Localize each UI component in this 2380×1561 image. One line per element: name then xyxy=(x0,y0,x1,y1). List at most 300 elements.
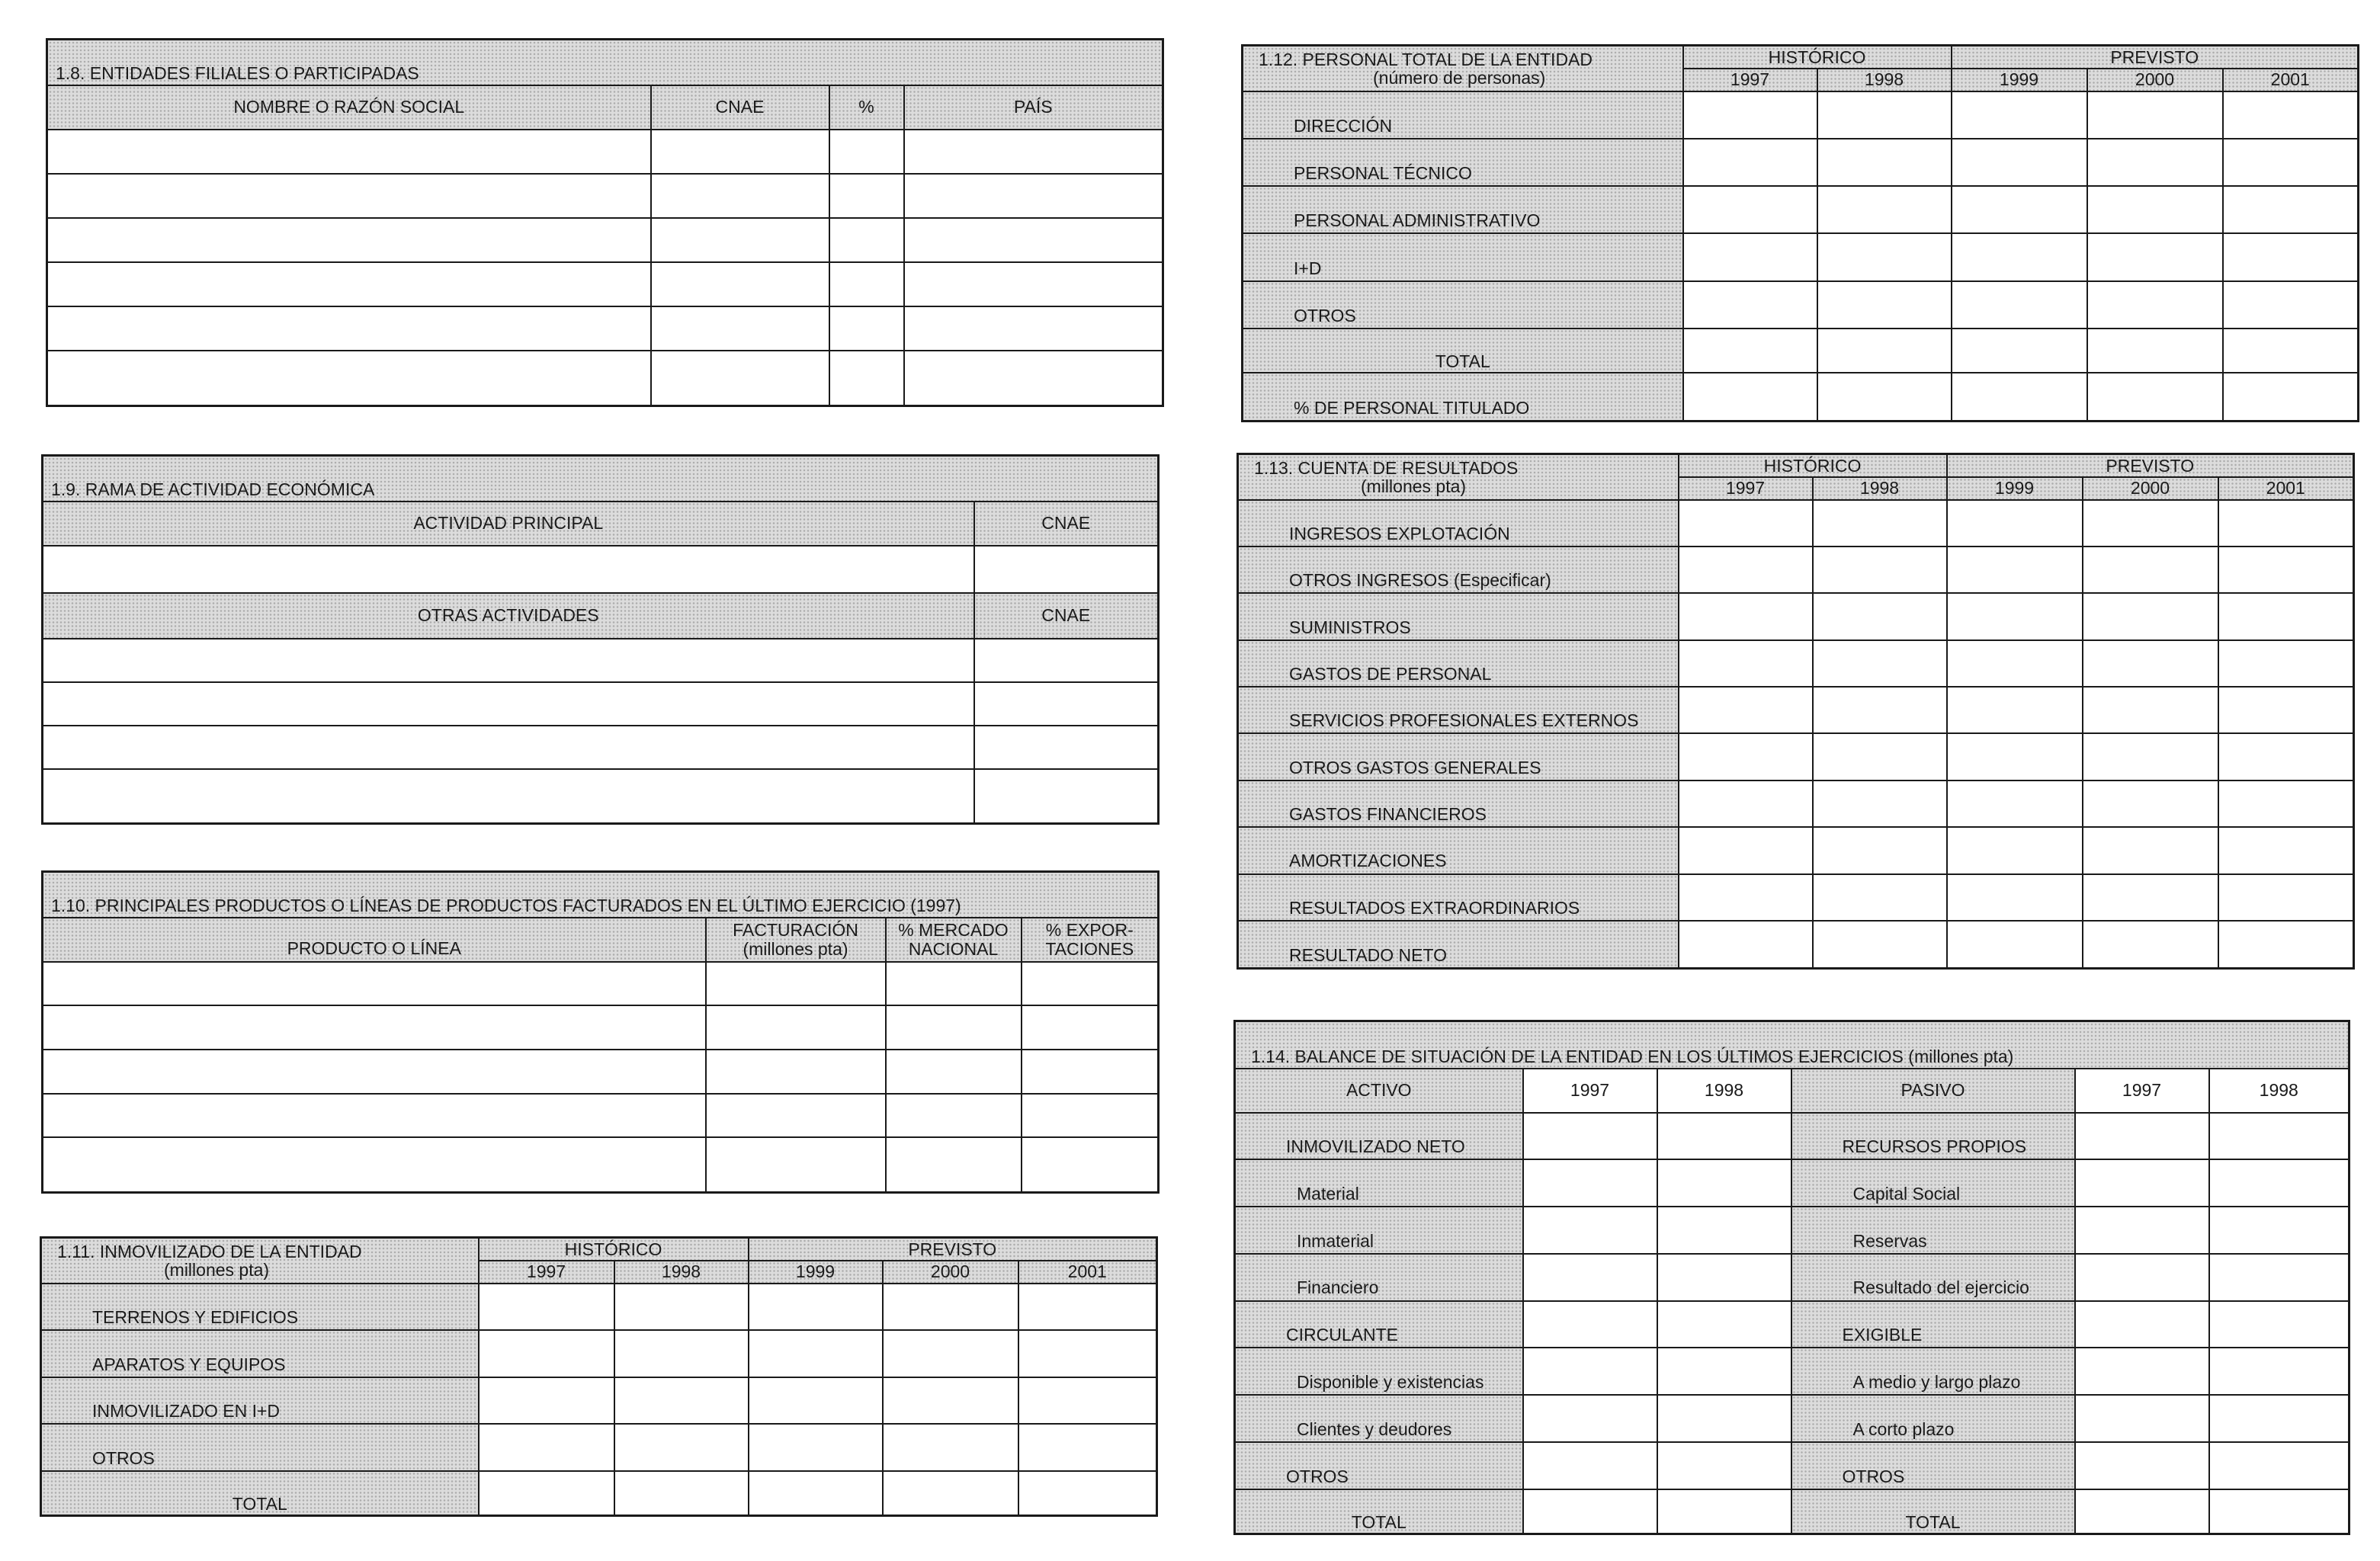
input-cell[interactable] xyxy=(1813,874,1947,921)
table-row xyxy=(47,262,1163,306)
input-cell[interactable] xyxy=(1817,139,1952,186)
row-label: I+D xyxy=(1243,233,1683,280)
input-cell[interactable] xyxy=(1952,186,2087,233)
input-cell[interactable] xyxy=(1952,233,2087,280)
input-cell[interactable] xyxy=(883,1284,1018,1331)
input-cell[interactable] xyxy=(749,1284,883,1331)
input-cell[interactable] xyxy=(883,1424,1018,1471)
input-cell[interactable] xyxy=(651,174,829,218)
input-cell[interactable] xyxy=(2223,281,2359,329)
input-cell[interactable] xyxy=(2087,233,2223,280)
input-cell[interactable] xyxy=(1022,1137,1159,1192)
input-cell[interactable] xyxy=(2218,874,2354,921)
col-header-mercado: % MERCADO NACIONAL xyxy=(886,918,1022,962)
section-1-13-cuenta-resultados xyxy=(1237,453,2353,970)
input-cell[interactable] xyxy=(47,262,651,306)
table-row xyxy=(43,546,1159,593)
input-cell[interactable] xyxy=(43,726,974,769)
section-title: 1.14. BALANCE DE SITUACIÓN DE LA ENTIDAD EN LOS ÚLTIMOS EJERCICIOS (millones pta) xyxy=(1235,1021,2350,1069)
input-cell[interactable] xyxy=(1523,1159,1657,1207)
table-1-11 xyxy=(40,1236,1158,1517)
col-header-cnae: CNAE xyxy=(974,593,1159,639)
input-cell[interactable] xyxy=(1683,233,1817,280)
input-cell[interactable] xyxy=(2223,373,2359,421)
input-cell[interactable] xyxy=(2075,1489,2209,1534)
pasivo-label: RECURSOS PROPIOS xyxy=(1791,1113,2075,1160)
section-title-cell xyxy=(1243,46,1683,91)
input-cell[interactable] xyxy=(1679,874,1813,921)
group-historico: HISTÓRICO xyxy=(1683,46,1952,69)
input-cell[interactable] xyxy=(2209,1301,2350,1348)
input-cell[interactable] xyxy=(749,1330,883,1377)
input-cell[interactable] xyxy=(1813,640,1947,687)
input-cell[interactable] xyxy=(1817,233,1952,280)
input-cell[interactable] xyxy=(651,351,829,406)
table-row xyxy=(43,1005,1159,1050)
input-cell[interactable] xyxy=(904,174,1163,218)
year-1998: 1998 xyxy=(1817,69,1952,91)
input-cell[interactable] xyxy=(829,351,904,406)
table-row-total xyxy=(1235,1489,2350,1534)
activo-label: OTROS xyxy=(1235,1442,1523,1489)
input-cell[interactable] xyxy=(2209,1395,2350,1442)
input-cell[interactable] xyxy=(1679,547,1813,593)
input-cell[interactable] xyxy=(2218,593,2354,639)
table-row xyxy=(1238,687,2354,733)
input-cell[interactable] xyxy=(43,1005,706,1050)
input-cell[interactable] xyxy=(1018,1471,1157,1516)
input-cell[interactable] xyxy=(829,218,904,262)
row-label: OTROS xyxy=(41,1424,479,1471)
input-cell[interactable] xyxy=(1817,186,1952,233)
col-header-exportaciones: % EXPOR- TACIONES xyxy=(1022,918,1159,962)
input-cell[interactable] xyxy=(904,351,1163,406)
input-cell[interactable] xyxy=(1817,91,1952,139)
input-cell[interactable] xyxy=(829,262,904,306)
table-row xyxy=(1238,593,2354,639)
table-row xyxy=(43,682,1159,726)
input-cell[interactable] xyxy=(1952,281,2087,329)
input-cell[interactable] xyxy=(1679,687,1813,733)
input-cell[interactable] xyxy=(1952,139,2087,186)
input-cell[interactable] xyxy=(1813,593,1947,639)
input-cell[interactable] xyxy=(1817,373,1952,421)
input-cell[interactable] xyxy=(47,351,651,406)
input-cell[interactable] xyxy=(1657,1254,1791,1301)
input-cell[interactable] xyxy=(883,1330,1018,1377)
input-cell[interactable] xyxy=(43,962,706,1006)
input-cell[interactable] xyxy=(2209,1489,2350,1534)
input-cell[interactable] xyxy=(2218,687,2354,733)
input-cell[interactable] xyxy=(1022,1050,1159,1094)
col-header-cnae: CNAE xyxy=(651,85,829,130)
input-cell[interactable] xyxy=(829,174,904,218)
input-cell[interactable] xyxy=(1018,1377,1157,1425)
row-label-pct-titulado: % DE PERSONAL TITULADO xyxy=(1243,373,1683,421)
section-1-10-productos xyxy=(41,870,1157,1194)
input-cell[interactable] xyxy=(974,546,1159,593)
input-cell[interactable] xyxy=(2075,1301,2209,1348)
table-row xyxy=(47,130,1163,174)
section-title: 1.13. CUENTA DE RESULTADOS xyxy=(1254,457,1519,478)
input-cell[interactable] xyxy=(47,174,651,218)
row-label: PERSONAL ADMINISTRATIVO xyxy=(1243,186,1683,233)
table-row xyxy=(43,1137,1159,1192)
input-cell[interactable] xyxy=(1947,921,2083,968)
input-cell[interactable] xyxy=(2075,1113,2209,1160)
pasivo-label: A medio y largo plazo xyxy=(1791,1348,2075,1395)
input-cell[interactable] xyxy=(1657,1348,1791,1395)
input-cell[interactable] xyxy=(1523,1301,1657,1348)
input-cell[interactable] xyxy=(749,1424,883,1471)
input-cell[interactable] xyxy=(1813,500,1947,547)
input-cell[interactable] xyxy=(43,639,974,682)
col-header-nombre: NOMBRE O RAZÓN SOCIAL xyxy=(47,85,651,130)
input-cell[interactable] xyxy=(2087,91,2223,139)
section-title: 1.8. ENTIDADES FILIALES O PARTICIPADAS xyxy=(47,40,1163,85)
input-cell[interactable] xyxy=(883,1471,1018,1516)
input-cell[interactable] xyxy=(886,1050,1022,1094)
activo-label: Financiero xyxy=(1235,1254,1523,1301)
table-row xyxy=(43,769,1159,823)
input-cell[interactable] xyxy=(886,1137,1022,1192)
row-label: TERRENOS Y EDIFICIOS xyxy=(41,1284,479,1331)
input-cell[interactable] xyxy=(1952,91,2087,139)
input-cell[interactable] xyxy=(1947,640,2083,687)
table-row xyxy=(43,1094,1159,1138)
input-cell[interactable] xyxy=(974,682,1159,726)
input-cell[interactable] xyxy=(2218,921,2354,968)
input-cell[interactable] xyxy=(2223,329,2359,373)
input-cell[interactable] xyxy=(1523,1348,1657,1395)
year-1998: 1998 xyxy=(1813,477,1947,500)
input-cell[interactable] xyxy=(706,962,886,1006)
col-header-actividad-principal: ACTIVIDAD PRINCIPAL xyxy=(43,502,974,546)
section-subtitle: (número de personas) xyxy=(1373,67,1546,88)
input-cell[interactable] xyxy=(2083,687,2218,733)
input-cell[interactable] xyxy=(1018,1330,1157,1377)
input-cell[interactable] xyxy=(2087,281,2223,329)
year-2000: 2000 xyxy=(2087,69,2223,91)
section-1-14-balance xyxy=(1233,1020,2348,1535)
table-row xyxy=(1238,547,2354,593)
table-row xyxy=(1243,186,2359,233)
row-label: GASTOS DE PERSONAL xyxy=(1238,640,1679,687)
input-cell[interactable] xyxy=(1018,1284,1157,1331)
table-row xyxy=(1238,733,2354,780)
input-cell[interactable] xyxy=(651,306,829,351)
input-cell[interactable] xyxy=(1523,1442,1657,1489)
input-cell[interactable] xyxy=(1947,687,2083,733)
input-cell[interactable] xyxy=(47,218,651,262)
table-row xyxy=(1235,1113,2350,1160)
input-cell[interactable] xyxy=(614,1330,749,1377)
activo-total-label: TOTAL xyxy=(1235,1489,1523,1534)
table-row-total xyxy=(41,1471,1157,1516)
table-row xyxy=(47,174,1163,218)
input-cell[interactable] xyxy=(47,130,651,174)
input-cell[interactable] xyxy=(904,218,1163,262)
table-row xyxy=(41,1377,1157,1425)
input-cell[interactable] xyxy=(479,1330,614,1377)
table-row xyxy=(1238,874,2354,921)
input-cell[interactable] xyxy=(2083,547,2218,593)
row-label: DIRECCIÓN xyxy=(1243,91,1683,139)
input-cell[interactable] xyxy=(1679,733,1813,780)
input-cell[interactable] xyxy=(2087,373,2223,421)
input-cell[interactable] xyxy=(1523,1113,1657,1160)
input-cell[interactable] xyxy=(1813,827,1947,873)
input-cell[interactable] xyxy=(2218,500,2354,547)
input-cell[interactable] xyxy=(829,306,904,351)
input-cell[interactable] xyxy=(2075,1254,2209,1301)
table-1-8 xyxy=(46,38,1164,407)
input-cell[interactable] xyxy=(1657,1489,1791,1534)
row-label: OTROS GASTOS GENERALES xyxy=(1238,733,1679,780)
input-cell[interactable] xyxy=(1679,827,1813,873)
input-cell[interactable] xyxy=(47,306,651,351)
input-cell[interactable] xyxy=(2223,186,2359,233)
input-cell[interactable] xyxy=(1813,780,1947,827)
input-cell[interactable] xyxy=(614,1284,749,1331)
input-cell[interactable] xyxy=(1817,281,1952,329)
input-cell[interactable] xyxy=(1657,1442,1791,1489)
input-cell[interactable] xyxy=(904,262,1163,306)
input-cell[interactable] xyxy=(1022,1005,1159,1050)
input-cell[interactable] xyxy=(479,1284,614,1331)
input-cell[interactable] xyxy=(1817,329,1952,373)
input-cell[interactable] xyxy=(1952,373,2087,421)
input-cell[interactable] xyxy=(2083,921,2218,968)
input-cell[interactable] xyxy=(2218,780,2354,827)
pasivo-label: Capital Social xyxy=(1791,1159,2075,1207)
input-cell[interactable] xyxy=(1947,593,2083,639)
input-cell[interactable] xyxy=(651,218,829,262)
input-cell[interactable] xyxy=(43,1050,706,1094)
table-row xyxy=(1238,921,2354,968)
group-historico: HISTÓRICO xyxy=(1679,454,1947,477)
input-cell[interactable] xyxy=(1813,733,1947,780)
input-cell[interactable] xyxy=(2218,547,2354,593)
input-cell[interactable] xyxy=(2223,91,2359,139)
input-cell[interactable] xyxy=(883,1377,1018,1425)
table-row xyxy=(1243,139,2359,186)
group-historico: HISTÓRICO xyxy=(479,1238,749,1261)
input-cell[interactable] xyxy=(2209,1113,2350,1160)
input-cell[interactable] xyxy=(1679,593,1813,639)
input-cell[interactable] xyxy=(974,726,1159,769)
input-cell[interactable] xyxy=(1657,1395,1791,1442)
input-cell[interactable] xyxy=(1947,547,2083,593)
input-cell[interactable] xyxy=(974,769,1159,823)
input-cell[interactable] xyxy=(2209,1254,2350,1301)
row-label: APARATOS Y EQUIPOS xyxy=(41,1330,479,1377)
input-cell[interactable] xyxy=(886,1094,1022,1138)
year-1997: 1997 xyxy=(1683,69,1817,91)
input-cell[interactable] xyxy=(1813,547,1947,593)
input-cell[interactable] xyxy=(651,262,829,306)
section-title: 1.12. PERSONAL TOTAL DE LA ENTIDAD xyxy=(1259,49,1593,69)
input-cell[interactable] xyxy=(2087,139,2223,186)
input-cell[interactable] xyxy=(1022,1094,1159,1138)
input-cell[interactable] xyxy=(1683,373,1817,421)
input-cell[interactable] xyxy=(1657,1159,1791,1207)
row-label: SERVICIOS PROFESIONALES EXTERNOS xyxy=(1238,687,1679,733)
input-cell[interactable] xyxy=(2075,1159,2209,1207)
input-cell[interactable] xyxy=(1813,921,1947,968)
input-cell[interactable] xyxy=(2083,640,2218,687)
input-cell[interactable] xyxy=(749,1377,883,1425)
input-cell[interactable] xyxy=(2087,186,2223,233)
input-cell[interactable] xyxy=(1952,329,2087,373)
input-cell[interactable] xyxy=(2218,827,2354,873)
input-cell[interactable] xyxy=(904,130,1163,174)
input-cell[interactable] xyxy=(1813,687,1947,733)
section-subtitle: (millones pta) xyxy=(1361,476,1467,496)
year-1999: 1999 xyxy=(1952,69,2087,91)
input-cell[interactable] xyxy=(2083,827,2218,873)
year-2000: 2000 xyxy=(883,1261,1018,1284)
input-cell[interactable] xyxy=(1018,1424,1157,1471)
input-cell[interactable] xyxy=(706,1050,886,1094)
table-row xyxy=(43,962,1159,1006)
section-title: 1.9. RAMA DE ACTIVIDAD ECONÓMICA xyxy=(43,456,1159,502)
input-cell[interactable] xyxy=(1683,281,1817,329)
input-cell[interactable] xyxy=(1947,500,2083,547)
group-previsto: PREVISTO xyxy=(749,1238,1157,1261)
input-cell[interactable] xyxy=(2209,1442,2350,1489)
section-title-cell xyxy=(1238,454,1679,500)
col-header-facturacion: FACTURACIÓN (millones pta) xyxy=(706,918,886,962)
input-cell[interactable] xyxy=(2083,733,2218,780)
input-cell[interactable] xyxy=(1523,1254,1657,1301)
table-row xyxy=(1235,1254,2350,1301)
table-row xyxy=(1235,1207,2350,1254)
row-label: PERSONAL TÉCNICO xyxy=(1243,139,1683,186)
row-label: SUMINISTROS xyxy=(1238,593,1679,639)
table-row xyxy=(1238,640,2354,687)
year-1999: 1999 xyxy=(749,1261,883,1284)
input-cell[interactable] xyxy=(2083,874,2218,921)
col-header-cnae: CNAE xyxy=(974,502,1159,546)
input-cell[interactable] xyxy=(706,1094,886,1138)
input-cell[interactable] xyxy=(886,1005,1022,1050)
year-1997: 1997 xyxy=(1679,477,1813,500)
pasivo-label: A corto plazo xyxy=(1791,1395,2075,1442)
year-1998: 1998 xyxy=(614,1261,749,1284)
input-cell[interactable] xyxy=(1679,500,1813,547)
input-cell[interactable] xyxy=(2218,640,2354,687)
input-cell[interactable] xyxy=(1947,827,2083,873)
table-row xyxy=(47,218,1163,262)
activo-label: Disponible y existencias xyxy=(1235,1348,1523,1395)
table-1-9 xyxy=(41,454,1160,825)
group-previsto: PREVISTO xyxy=(1947,454,2354,477)
input-cell[interactable] xyxy=(2223,233,2359,280)
section-title: 1.11. INMOVILIZADO DE LA ENTIDAD xyxy=(57,1241,362,1261)
col-header-pasivo: PASIVO xyxy=(1791,1069,2075,1113)
table-1-12 xyxy=(1241,44,2359,422)
row-label: OTROS xyxy=(1243,281,1683,329)
input-cell[interactable] xyxy=(2083,780,2218,827)
input-cell[interactable] xyxy=(43,546,974,593)
year-1999: 1999 xyxy=(1947,477,2083,500)
input-cell[interactable] xyxy=(43,769,974,823)
section-1-8-entidades-filiales xyxy=(46,38,1162,407)
input-cell[interactable] xyxy=(904,306,1163,351)
input-cell[interactable] xyxy=(2083,500,2218,547)
input-cell[interactable] xyxy=(706,1005,886,1050)
input-cell[interactable] xyxy=(1683,91,1817,139)
input-cell[interactable] xyxy=(1523,1489,1657,1534)
input-cell[interactable] xyxy=(1683,139,1817,186)
input-cell[interactable] xyxy=(614,1471,749,1516)
input-cell[interactable] xyxy=(706,1137,886,1192)
input-cell[interactable] xyxy=(886,962,1022,1006)
table-1-14 xyxy=(1233,1020,2350,1535)
input-cell[interactable] xyxy=(479,1424,614,1471)
input-cell[interactable] xyxy=(1947,780,2083,827)
input-cell[interactable] xyxy=(1679,640,1813,687)
year-2000: 2000 xyxy=(2083,477,2218,500)
input-cell[interactable] xyxy=(2209,1207,2350,1254)
input-cell[interactable] xyxy=(749,1471,883,1516)
input-cell[interactable] xyxy=(1679,921,1813,968)
input-cell[interactable] xyxy=(651,130,829,174)
pasivo-label: EXIGIBLE xyxy=(1791,1301,2075,1348)
input-cell[interactable] xyxy=(1022,962,1159,1006)
input-cell[interactable] xyxy=(974,639,1159,682)
input-cell[interactable] xyxy=(1657,1207,1791,1254)
input-cell[interactable] xyxy=(614,1424,749,1471)
input-cell[interactable] xyxy=(2209,1159,2350,1207)
input-cell[interactable] xyxy=(2223,139,2359,186)
input-cell[interactable] xyxy=(1683,186,1817,233)
input-cell[interactable] xyxy=(1683,329,1817,373)
input-cell[interactable] xyxy=(2218,733,2354,780)
input-cell[interactable] xyxy=(1657,1113,1791,1160)
input-cell[interactable] xyxy=(1679,780,1813,827)
input-cell[interactable] xyxy=(1947,733,2083,780)
pasivo-label: Resultado del ejercicio xyxy=(1791,1254,2075,1301)
input-cell[interactable] xyxy=(1657,1301,1791,1348)
section-1-12-personal xyxy=(1241,44,2357,422)
input-cell[interactable] xyxy=(829,130,904,174)
input-cell[interactable] xyxy=(43,682,974,726)
input-cell[interactable] xyxy=(479,1377,614,1425)
row-label: INGRESOS EXPLOTACIÓN xyxy=(1238,500,1679,547)
section-title: 1.10. PRINCIPALES PRODUCTOS O LÍNEAS DE PRODUCTOS FACTURADOS EN EL ÚLTIMO EJERCICIO (1997) xyxy=(43,872,1159,918)
input-cell[interactable] xyxy=(2209,1348,2350,1395)
pasivo-total-label: TOTAL xyxy=(1791,1489,2075,1534)
input-cell[interactable] xyxy=(614,1377,749,1425)
input-cell[interactable] xyxy=(1947,874,2083,921)
input-cell[interactable] xyxy=(1523,1395,1657,1442)
table-row xyxy=(1235,1348,2350,1395)
input-cell[interactable] xyxy=(1523,1207,1657,1254)
input-cell[interactable] xyxy=(2087,329,2223,373)
input-cell[interactable] xyxy=(479,1471,614,1516)
input-cell[interactable] xyxy=(2075,1348,2209,1395)
input-cell[interactable] xyxy=(2083,593,2218,639)
input-cell[interactable] xyxy=(2075,1442,2209,1489)
table-row xyxy=(1243,233,2359,280)
col-header-producto: PRODUCTO O LÍNEA xyxy=(43,918,706,962)
input-cell[interactable] xyxy=(2075,1395,2209,1442)
input-cell[interactable] xyxy=(43,1137,706,1192)
input-cell[interactable] xyxy=(2075,1207,2209,1254)
input-cell[interactable] xyxy=(43,1094,706,1138)
